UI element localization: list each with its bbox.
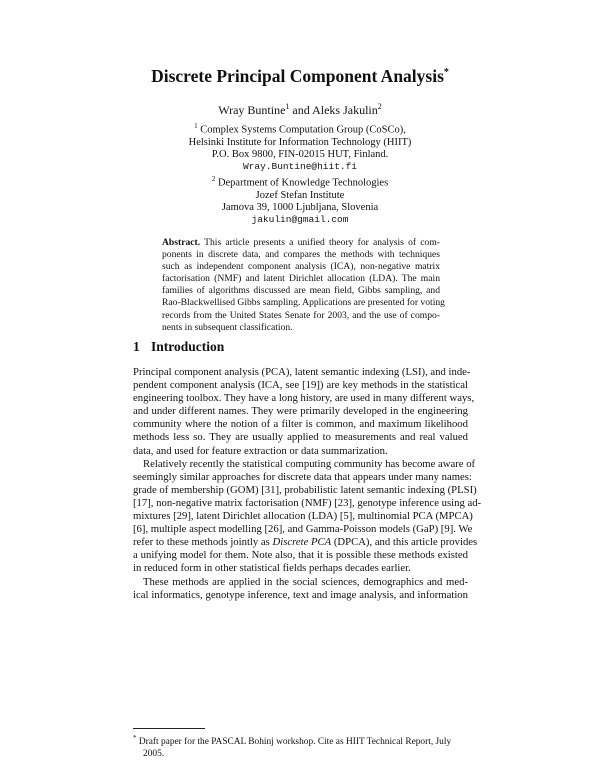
paper-title <box>0 63 600 86</box>
section-heading <box>133 339 224 355</box>
abstract-heading: Abstract. <box>162 237 201 248</box>
abstract-line <box>162 249 440 261</box>
body-line <box>133 470 472 484</box>
footnote-text-1: Draft paper for the PASCAL Bohinj workshop. Cite as HIIT Technical Report, July <box>138 737 452 748</box>
body-text: These methods are applied in the social sciences, demographics and med- <box>143 575 468 588</box>
affiliation-text: Jozef Stefan Institute <box>255 190 345 202</box>
body-line <box>133 431 468 444</box>
affiliation-line <box>0 161 600 173</box>
body-line <box>133 405 468 418</box>
body-text: data, and used for feature extraction or data summarization. <box>133 444 388 457</box>
body-text: seemingly similar approaches for discrete data that appears under many names: <box>133 470 472 483</box>
abstract-text: ponents in discrete data, and compares the methods with techniques <box>162 249 440 261</box>
body-line <box>133 523 473 536</box>
abstract-line <box>162 237 440 249</box>
abstract <box>162 237 445 334</box>
abstract-text: families of algorithms discussed are mean field, Gibbs sampling, and <box>162 285 440 297</box>
body-text: a unifying model for them. Note also, that it is possible these methods existed <box>133 549 468 562</box>
affiliation-text: Complex Systems Computation Group (CoSCo), <box>200 124 406 136</box>
author-2-mark: 2 <box>377 102 382 111</box>
abstract-text: nents in subsequent classification. <box>162 321 293 333</box>
footnote <box>133 733 468 760</box>
affiliation-text: Department of Knowledge Technologies <box>217 177 389 189</box>
section-number: 1 <box>133 339 140 354</box>
body-line <box>133 496 482 510</box>
body-text: methods less so. They are usually applied to measurements and real valued <box>133 431 468 444</box>
author-1: Wray Buntine <box>218 103 286 117</box>
body-text: in reduced form in other statistical fields perhaps decades earlier. <box>133 562 411 575</box>
body-line <box>133 589 468 602</box>
author-line <box>0 100 600 117</box>
footnote-line <box>133 733 468 749</box>
body-line <box>133 483 477 497</box>
abstract-text: factorisation (NMF) and latent Dirichlet allocation (LDA). The main <box>162 273 440 285</box>
affiliation-text: Helsinki Institute for Information Technology (HIIT) <box>188 136 412 148</box>
title-footnote-mark: * <box>443 67 449 78</box>
affiliation-line <box>0 190 600 202</box>
body-line <box>133 366 471 379</box>
body-text: Principal component analysis (PCA), latent semantic indexing (LSI), and inde- <box>133 366 471 378</box>
body-line <box>133 510 473 523</box>
footnote-text-2: 2005. <box>143 748 165 759</box>
affiliation-line <box>0 214 600 226</box>
body-text: (DPCA), and this article provides <box>331 536 478 549</box>
title-text: Discrete Principal Component Analysis <box>151 65 444 86</box>
body-text: [17], non-negative matrix factorisation (NMF) [23], genotype inference using ad- <box>133 496 482 509</box>
body-text: and under different names. They were primarily developed in the engineering <box>133 405 468 418</box>
body-text: [6], multiple aspect modelling [26], and Gamma-Poisson models (GaP) [9]. We <box>133 523 473 536</box>
abstract-line <box>162 322 440 334</box>
affiliation-text: Jamova 39, 1000 Ljubljana, Slovenia <box>221 202 379 214</box>
body-line <box>133 576 468 589</box>
abstract-line <box>162 273 440 285</box>
abstract-text: records from the United States Senate for 2003, and the use of compo- <box>162 309 440 321</box>
author-conjunction: and <box>292 103 310 117</box>
section-title: Introduction <box>151 339 225 354</box>
body-line <box>133 392 475 405</box>
body-line <box>133 562 468 575</box>
abstract-text: such as independent component analysis (ICA), non-negative matrix <box>162 261 440 273</box>
body-text: refer to these methods jointly as <box>133 536 273 549</box>
body-line <box>133 379 468 392</box>
body-text: grade of membership (GOM) [31], probabilistic latent semantic indexing (PLSI) <box>133 483 477 496</box>
body-line <box>133 549 468 562</box>
affiliation-line <box>0 202 600 214</box>
affiliation-mark: 2 <box>211 175 216 184</box>
author-1-mark: 1 <box>285 102 290 111</box>
body-text: engineering toolbox. They have a long history, are used in many different ways, <box>133 392 475 405</box>
affiliation-line <box>0 173 600 190</box>
abstract-line <box>162 297 445 309</box>
body-emphasis: Discrete PCA <box>272 536 332 549</box>
footnote-mark: * <box>133 734 137 742</box>
body-text: Relatively recently the statistical computing community has become aware of <box>143 457 476 470</box>
abstract-line <box>162 285 440 297</box>
body-text: pendent component analysis (ICA, see [19]) are key methods in the statistical <box>133 379 468 392</box>
abstract-text: Rao-Blackwellised Gibbs sampling. Applications are presented for voting <box>162 297 445 309</box>
affiliations <box>0 120 600 227</box>
affiliation-line <box>0 149 600 161</box>
footnote-rule <box>133 728 205 729</box>
abstract-line <box>162 310 440 322</box>
body-text: mixtures [29], latent Dirichlet allocation (LDA) [5], multinomial PCA (MPCA) <box>133 510 473 523</box>
affiliation-line <box>0 137 600 149</box>
body-line <box>133 418 468 431</box>
affiliation-line <box>0 120 600 137</box>
affiliation-mark: 1 <box>194 122 198 130</box>
body-text: ical informatics, genotype inference, text and image analysis, and information <box>133 588 468 601</box>
body-line <box>133 536 478 549</box>
affiliation-email: jakulin@gmail.com <box>251 214 349 226</box>
body-line <box>133 445 468 458</box>
affiliation-email: Wray.Buntine@hiit.fi <box>242 161 358 173</box>
body-text <box>133 366 482 602</box>
abstract-text: This article presents a unified theory for analysis of com- <box>204 237 440 248</box>
author-2: Aleks Jakulin <box>312 103 378 117</box>
footnote-line <box>133 749 468 761</box>
body-text: community where the notion of a filter is common, and maximum likelihood <box>133 418 468 431</box>
body-line <box>133 457 476 471</box>
affiliation-text: P.O. Box 9800, FIN-02015 HUT, Finland. <box>211 148 389 160</box>
abstract-line <box>162 261 440 273</box>
